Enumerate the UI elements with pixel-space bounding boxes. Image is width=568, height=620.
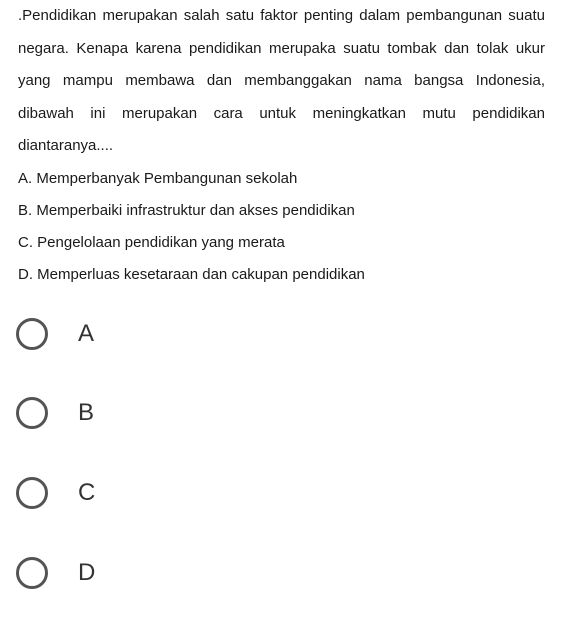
radio-button-a[interactable] (16, 318, 48, 350)
option-text-d: D. Memperluas kesetaraan dan cakupan pendidikan (18, 265, 365, 283)
radio-button-c[interactable] (16, 477, 48, 509)
answer-label-a: A (78, 320, 95, 347)
radio-button-d[interactable] (16, 557, 48, 589)
radio-button-b[interactable] (16, 397, 48, 429)
answer-option-d[interactable] (16, 552, 216, 594)
option-list (18, 163, 545, 291)
option-text-c: C. Pengelolaan pendidikan yang merata (18, 233, 285, 251)
answer-option-a[interactable] (16, 313, 216, 355)
answer-option-c[interactable] (16, 472, 216, 514)
question-block (18, 0, 545, 291)
answer-label-d: D (78, 559, 96, 586)
option-text-a: A. Memperbanyak Pembangunan sekolah (18, 169, 298, 187)
answer-label-c: C (78, 479, 96, 506)
answer-option-b[interactable] (16, 392, 216, 434)
question-text: .Pendidikan merupakan salah satu faktor penting dalam pembangunan suatu negara. Kenapa karena pendidikan merupaka suatu tombak dan tolak ukur yang mampu membawa dan membanggakan nama bangsa Indonesia, dibawah ini merupakan cara untuk meningkatkan mutu pendidikan diantaranya.... (18, 7, 545, 154)
option-text-b: B. Memperbaiki infrastruktur dan akses pendidikan (18, 201, 355, 219)
answer-label-b: B (78, 399, 95, 426)
